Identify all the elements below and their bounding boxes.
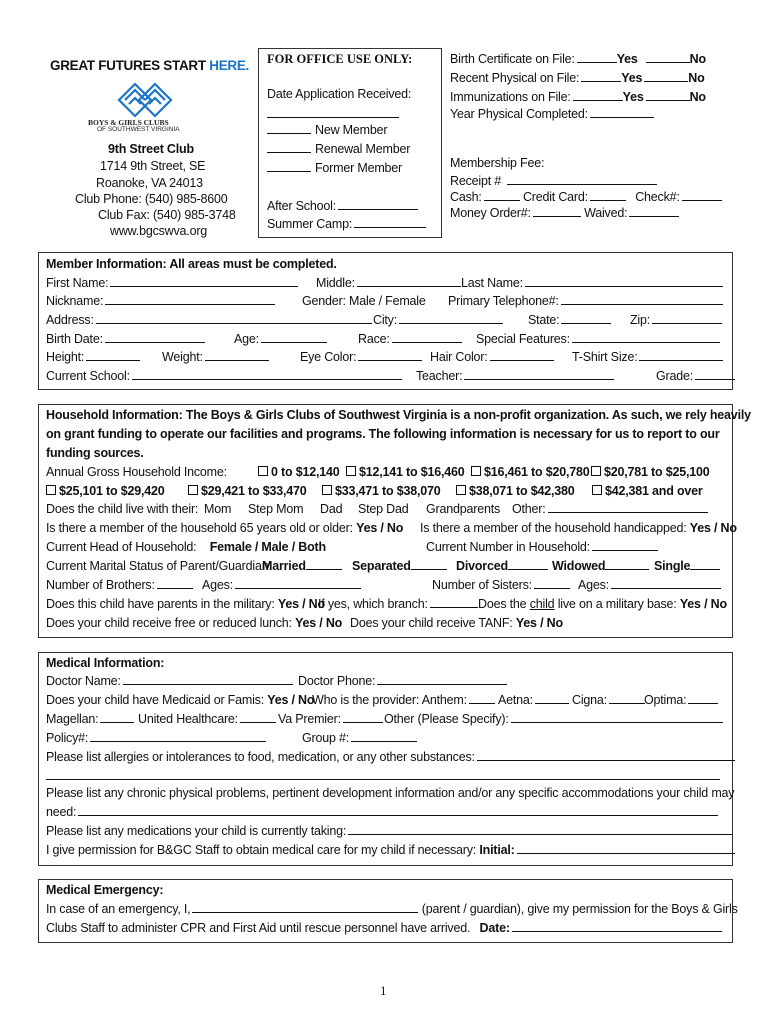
income-option-label: 0 to $12,140 bbox=[271, 465, 340, 479]
recent-physical-field[interactable] bbox=[450, 70, 705, 85]
income-option-7[interactable] bbox=[322, 483, 441, 499]
emergency-row-1 bbox=[46, 901, 738, 917]
marital-separated[interactable] bbox=[352, 558, 447, 574]
club-fax: Club Fax: (540) 985-3748 bbox=[98, 208, 236, 222]
medical-title: Medical Information: bbox=[46, 656, 165, 670]
date-received-label: Date Application Received: bbox=[267, 87, 412, 101]
checkbox-icon bbox=[188, 485, 198, 495]
school-input[interactable] bbox=[132, 368, 402, 380]
state-label: State: bbox=[528, 313, 560, 327]
marital-option-label: Married bbox=[262, 559, 306, 573]
sisters-ages-input[interactable] bbox=[611, 577, 721, 589]
initial-label: Initial: bbox=[479, 843, 515, 857]
permission-label: I give permission for B&GC Staff to obtain medical care for my child if necessary: bbox=[46, 843, 477, 857]
birth-cert-yes[interactable]: Yes bbox=[616, 52, 638, 66]
branch-input[interactable] bbox=[430, 596, 478, 608]
renewal-member-option[interactable] bbox=[267, 141, 410, 156]
doctor-row bbox=[46, 673, 726, 689]
nickname-label: Nickname: bbox=[46, 294, 104, 308]
optima-label: Optima: bbox=[644, 693, 687, 707]
logo-icon bbox=[115, 80, 175, 118]
household-number-label: Current Number in Household: bbox=[426, 540, 590, 554]
height-label: Height: bbox=[46, 350, 85, 364]
cash-label: Cash: bbox=[450, 190, 482, 204]
income-option-8[interactable] bbox=[456, 483, 575, 499]
brothers-input[interactable] bbox=[157, 577, 193, 589]
teacher-input[interactable] bbox=[464, 368, 614, 380]
credit-card-label: Credit Card: bbox=[522, 190, 588, 204]
receipt-label: Receipt # bbox=[450, 174, 502, 188]
sisters-label: Number of Sisters: bbox=[432, 578, 532, 592]
income-option-label: $16,461 to $20,780 bbox=[484, 465, 590, 479]
senior-row bbox=[46, 520, 737, 536]
address-input[interactable] bbox=[96, 312, 372, 324]
school-label: Current School: bbox=[46, 369, 130, 383]
checkbox-icon bbox=[258, 466, 268, 476]
base-label-2: child bbox=[529, 597, 555, 611]
phone-label: Primary Telephone#: bbox=[448, 294, 559, 308]
grade-input[interactable] bbox=[695, 368, 735, 380]
emergency-date-input[interactable] bbox=[512, 920, 722, 932]
medicaid-row bbox=[46, 692, 726, 708]
tagline-part1: GREAT FUTURES START bbox=[50, 58, 210, 73]
new-member-label: New Member bbox=[315, 123, 388, 137]
new-member-option[interactable] bbox=[267, 122, 387, 137]
cigna-label: Cigna: bbox=[572, 693, 607, 707]
special-features-label: Special Features: bbox=[476, 332, 570, 346]
policy-label: Policy#: bbox=[46, 731, 89, 745]
live-with-other-label: Other: bbox=[512, 502, 546, 516]
handicapped-label: Is there a member of the household handicapped: bbox=[420, 521, 687, 535]
last-name-label: Last Name: bbox=[461, 276, 523, 290]
household-title-1: Household Information: The Boys & Girls Clubs of Southwest Virginia is a non-profit organization. As such, we rely heavily bbox=[46, 408, 751, 422]
permission-row bbox=[46, 842, 726, 858]
checkbox-icon bbox=[46, 485, 56, 495]
handicapped-yes-no[interactable]: Yes / No bbox=[689, 521, 737, 535]
nickname-input[interactable] bbox=[105, 293, 275, 305]
marital-widowed[interactable] bbox=[552, 558, 649, 574]
siblings-row bbox=[46, 577, 726, 593]
club-address-1: 1714 9th Street, SE bbox=[100, 159, 206, 173]
allergies-label: Please list allergies or intolerances to food, medication, or any other substances: bbox=[46, 750, 475, 764]
checkbox-icon bbox=[471, 466, 481, 476]
uhc-label: United Healthcare: bbox=[138, 712, 238, 726]
member-info-title: Member Information: All areas must be completed. bbox=[46, 257, 337, 271]
member-row-name bbox=[46, 275, 726, 291]
year-physical-field[interactable] bbox=[450, 106, 654, 121]
emergency-row-2 bbox=[46, 920, 726, 936]
income-row-1 bbox=[46, 464, 726, 480]
birth-date-label: Birth Date: bbox=[46, 332, 103, 346]
live-with-label: Does the child live with their: bbox=[46, 502, 199, 516]
money-order-label: Money Order#: bbox=[450, 206, 531, 220]
live-with-grandparents[interactable]: Grandparents bbox=[426, 502, 501, 516]
recent-physical-label: Recent Physical on File: bbox=[450, 71, 580, 85]
eye-color-label: Eye Color: bbox=[300, 350, 357, 364]
household-title-2: on grant funding to operate our facilities and programs. The following information is necessary for us to report to our bbox=[46, 427, 720, 441]
summer-camp-field[interactable] bbox=[267, 216, 426, 231]
middle-name-input[interactable] bbox=[357, 275, 461, 287]
logo-text-1: BOYS & GIRLS CLUBS bbox=[88, 118, 169, 127]
income-option-6[interactable] bbox=[188, 483, 307, 499]
member-row-height bbox=[46, 349, 726, 365]
medicaid-label: Does your child have Medicaid or Famis: bbox=[46, 693, 264, 707]
credit-card-field[interactable] bbox=[590, 189, 626, 201]
income-option-label: $25,101 to $29,420 bbox=[59, 484, 165, 498]
immunizations-label: Immunizations on File: bbox=[450, 90, 571, 104]
doctor-input[interactable] bbox=[123, 673, 293, 685]
emergency-title: Medical Emergency: bbox=[46, 883, 164, 897]
former-member-option[interactable] bbox=[267, 160, 402, 175]
marital-option-label: Single bbox=[654, 559, 691, 573]
emergency-permission-text: (parent / guardian), give my permission for the Boys & Girls bbox=[421, 902, 738, 916]
uhc-input[interactable] bbox=[240, 711, 276, 723]
allergies-line-2[interactable] bbox=[46, 779, 720, 780]
income-option-label: $29,421 to $33,470 bbox=[201, 484, 307, 498]
branch-label: If yes, which branch: bbox=[318, 597, 428, 611]
income-option-1[interactable] bbox=[258, 464, 339, 480]
club-logo bbox=[115, 80, 175, 118]
income-option-label: $12,141 to $16,460 bbox=[359, 465, 465, 479]
check-label: Check#: bbox=[635, 190, 680, 204]
state-input[interactable] bbox=[561, 312, 611, 324]
insurance-row bbox=[46, 711, 726, 727]
year-physical-label: Year Physical Completed: bbox=[450, 107, 588, 121]
income-option-label: $38,071 to $42,380 bbox=[469, 484, 575, 498]
first-name-input[interactable] bbox=[110, 275, 298, 287]
city-input[interactable] bbox=[399, 312, 503, 324]
lunch-row bbox=[46, 615, 726, 631]
lunch-label: Does your child receive free or reduced lunch: bbox=[46, 616, 292, 630]
live-with-mom[interactable]: Mom bbox=[204, 502, 232, 516]
lunch-yes-no[interactable]: Yes / No bbox=[295, 616, 343, 630]
income-option-2[interactable] bbox=[346, 464, 465, 480]
base-label-1: Does the bbox=[478, 597, 530, 611]
club-name: 9th Street Club bbox=[108, 142, 194, 156]
group-input[interactable] bbox=[351, 730, 417, 742]
doctor-label: Doctor Name: bbox=[46, 674, 121, 688]
marital-option-label: Separated bbox=[352, 559, 411, 573]
head-row bbox=[46, 539, 726, 555]
military-row bbox=[46, 596, 726, 612]
address-label: Address: bbox=[46, 313, 94, 327]
medications-input[interactable] bbox=[348, 823, 732, 835]
military-yes-no[interactable]: Yes / No bbox=[277, 597, 325, 611]
va-premier-label: Va Premier: bbox=[278, 712, 341, 726]
marital-married[interactable] bbox=[262, 558, 342, 574]
cash-field[interactable] bbox=[484, 189, 520, 201]
household-title-3: funding sources. bbox=[46, 446, 144, 460]
height-input[interactable] bbox=[86, 349, 140, 361]
birth-cert-no[interactable]: No bbox=[689, 52, 706, 66]
checkbox-icon bbox=[592, 485, 602, 495]
summer-camp-label: Summer Camp: bbox=[267, 217, 353, 231]
brothers-label: Number of Brothers: bbox=[46, 578, 155, 592]
member-row-birth bbox=[46, 331, 726, 347]
birth-date-input[interactable] bbox=[105, 331, 205, 343]
zip-label: Zip: bbox=[630, 313, 651, 327]
aetna-label: Aetna: bbox=[498, 693, 533, 707]
tagline bbox=[50, 58, 249, 73]
club-phone: Club Phone: (540) 985-8600 bbox=[75, 192, 228, 206]
page-number: 1 bbox=[380, 983, 387, 998]
after-school-field[interactable] bbox=[267, 198, 418, 213]
marital-option-label: Widowed bbox=[552, 559, 606, 573]
marital-single[interactable] bbox=[654, 558, 720, 574]
marital-divorced[interactable] bbox=[456, 558, 548, 574]
initial-input[interactable] bbox=[517, 842, 735, 854]
base-yes-no[interactable]: Yes / No bbox=[679, 597, 727, 611]
medicaid-yes-no[interactable]: Yes / No bbox=[267, 693, 315, 707]
military-label: Does this child have parents in the military: bbox=[46, 597, 275, 611]
checkbox-icon bbox=[322, 485, 332, 495]
birth-cert-label: Birth Certificate on File: bbox=[450, 52, 575, 66]
income-row-2 bbox=[46, 483, 726, 499]
hair-color-label: Hair Color: bbox=[430, 350, 488, 364]
birth-cert-field[interactable] bbox=[450, 51, 706, 66]
income-option-label: $42,381 and over bbox=[605, 484, 703, 498]
head-label: Current Head of Household: bbox=[46, 540, 197, 554]
eye-color-input[interactable] bbox=[358, 349, 422, 361]
income-option-5[interactable] bbox=[46, 483, 165, 499]
medications-row bbox=[46, 823, 726, 839]
doctor-phone-label: Doctor Phone: bbox=[298, 674, 376, 688]
emergency-date-label: Date: bbox=[479, 921, 510, 935]
special-features-input[interactable] bbox=[572, 331, 720, 343]
money-order-field[interactable] bbox=[533, 205, 581, 217]
emergency-intro: In case of an emergency, I, bbox=[46, 902, 191, 916]
tshirt-size-input[interactable] bbox=[639, 349, 723, 361]
zip-input[interactable] bbox=[652, 312, 722, 324]
income-option-4[interactable] bbox=[591, 464, 710, 480]
sisters-input[interactable] bbox=[534, 577, 570, 589]
chronic-row-2 bbox=[46, 804, 726, 820]
weight-input[interactable] bbox=[205, 349, 269, 361]
senior-label: Is there a member of the household 65 years old or older: bbox=[46, 521, 353, 535]
live-with-step-mom[interactable]: Step Mom bbox=[248, 502, 304, 516]
marital-row bbox=[46, 558, 726, 574]
brothers-ages-input[interactable] bbox=[235, 577, 361, 589]
age-label: Age: bbox=[234, 332, 259, 346]
recent-physical-yes[interactable]: Yes bbox=[621, 71, 643, 85]
grade-label: Grade: bbox=[656, 369, 694, 383]
weight-label: Weight: bbox=[162, 350, 203, 364]
after-school-label: After School: bbox=[267, 199, 336, 213]
policy-row bbox=[46, 730, 726, 746]
tshirt-size-label: T-Shirt Size: bbox=[572, 350, 638, 364]
immunizations-field[interactable] bbox=[450, 89, 706, 104]
recent-physical-no[interactable]: No bbox=[688, 71, 705, 85]
base-label-3: live on a military base: bbox=[554, 597, 677, 611]
city-label: City: bbox=[373, 313, 398, 327]
race-input[interactable] bbox=[392, 331, 462, 343]
household-number-input[interactable] bbox=[592, 539, 658, 551]
payment-row-1 bbox=[450, 189, 722, 204]
waived-label: Waived: bbox=[584, 206, 628, 220]
date-received-line[interactable] bbox=[267, 117, 399, 118]
former-member-label: Former Member bbox=[315, 161, 402, 175]
checkbox-icon bbox=[456, 485, 466, 495]
cigna-input[interactable] bbox=[609, 692, 645, 704]
race-label: Race: bbox=[358, 332, 390, 346]
member-row-address bbox=[46, 312, 726, 328]
member-row-school bbox=[46, 368, 726, 384]
doctor-phone-input[interactable] bbox=[377, 673, 507, 685]
office-use-title: FOR OFFICE USE ONLY: bbox=[267, 52, 413, 66]
tanf-label: Does your child receive TANF: bbox=[350, 616, 513, 630]
hair-color-input[interactable] bbox=[490, 349, 554, 361]
policy-input[interactable] bbox=[90, 730, 266, 742]
other-insurance-input[interactable] bbox=[511, 711, 723, 723]
membership-fee-label: Membership Fee: bbox=[450, 156, 545, 170]
chronic-input[interactable] bbox=[78, 804, 718, 816]
club-address-2: Roanoke, VA 24013 bbox=[96, 176, 203, 190]
medications-label: Please list any medications your child is currently taking: bbox=[46, 824, 347, 838]
live-with-dad[interactable]: Dad bbox=[320, 502, 343, 516]
senior-yes-no[interactable]: Yes / No bbox=[356, 521, 404, 535]
waived-field[interactable] bbox=[629, 205, 679, 217]
income-option-3[interactable] bbox=[471, 464, 590, 480]
logo-text-2: OF SOUTHWEST VIRGINIA bbox=[97, 126, 180, 133]
chronic-label: need: bbox=[46, 805, 77, 819]
tanf-yes-no[interactable]: Yes / No bbox=[515, 616, 563, 630]
allergies-row bbox=[46, 749, 726, 765]
income-label: Annual Gross Household Income: bbox=[46, 465, 227, 479]
live-with-step-dad[interactable]: Step Dad bbox=[358, 502, 409, 516]
emergency-cpr-text: Clubs Staff to administer CPR and First Aid until rescue personnel have arrived. bbox=[46, 921, 471, 935]
tagline-part2: HERE. bbox=[209, 58, 250, 73]
chronic-row-1: Please list any chronic physical problems, pertinent development information and/or any specific accommodations your child may bbox=[46, 786, 735, 800]
marital-label: Current Marital Status of Parent/Guardian: bbox=[46, 559, 272, 573]
head-options[interactable]: Female / Male / Both bbox=[209, 540, 326, 554]
anthem-label: Who is the provider: Anthem: bbox=[312, 693, 467, 707]
income-option-9[interactable] bbox=[592, 483, 703, 499]
immunizations-yes[interactable]: Yes bbox=[622, 90, 644, 104]
optima-input[interactable] bbox=[688, 692, 718, 704]
checkbox-icon bbox=[346, 466, 356, 476]
teacher-label: Teacher: bbox=[416, 369, 463, 383]
last-name-input[interactable] bbox=[525, 275, 723, 287]
club-website: www.bgcswva.org bbox=[110, 224, 208, 238]
checkbox-icon bbox=[591, 466, 601, 476]
other-insurance-label: Other (Please Specify): bbox=[384, 712, 509, 726]
gender-option[interactable]: Gender: Male / Female bbox=[302, 294, 426, 308]
allergies-input[interactable] bbox=[477, 749, 735, 761]
first-name-label: First Name: bbox=[46, 276, 109, 290]
marital-option-label: Divorced bbox=[456, 559, 508, 573]
payment-row-2 bbox=[450, 205, 679, 220]
sisters-ages-label: Ages: bbox=[578, 578, 609, 592]
income-option-label: $20,781 to $25,100 bbox=[604, 465, 710, 479]
live-with-row bbox=[46, 501, 726, 517]
check-field[interactable] bbox=[682, 189, 722, 201]
group-label: Group #: bbox=[302, 731, 350, 745]
live-with-other-input[interactable] bbox=[548, 501, 708, 513]
brothers-ages-label: Ages: bbox=[202, 578, 233, 592]
phone-input[interactable] bbox=[561, 293, 723, 305]
va-premier-input[interactable] bbox=[343, 711, 383, 723]
renewal-member-label: Renewal Member bbox=[315, 142, 411, 156]
age-input[interactable] bbox=[261, 331, 327, 343]
magellan-label: Magellan: bbox=[46, 712, 99, 726]
aetna-input[interactable] bbox=[535, 692, 569, 704]
middle-name-label: Middle: bbox=[316, 276, 355, 290]
anthem-input[interactable] bbox=[469, 692, 495, 704]
income-option-label: $33,471 to $38,070 bbox=[335, 484, 441, 498]
member-row-nickname bbox=[46, 293, 726, 309]
guardian-name-input[interactable] bbox=[192, 901, 418, 913]
receipt-field[interactable] bbox=[450, 173, 657, 188]
immunizations-no[interactable]: No bbox=[689, 90, 706, 104]
magellan-input[interactable] bbox=[100, 711, 134, 723]
